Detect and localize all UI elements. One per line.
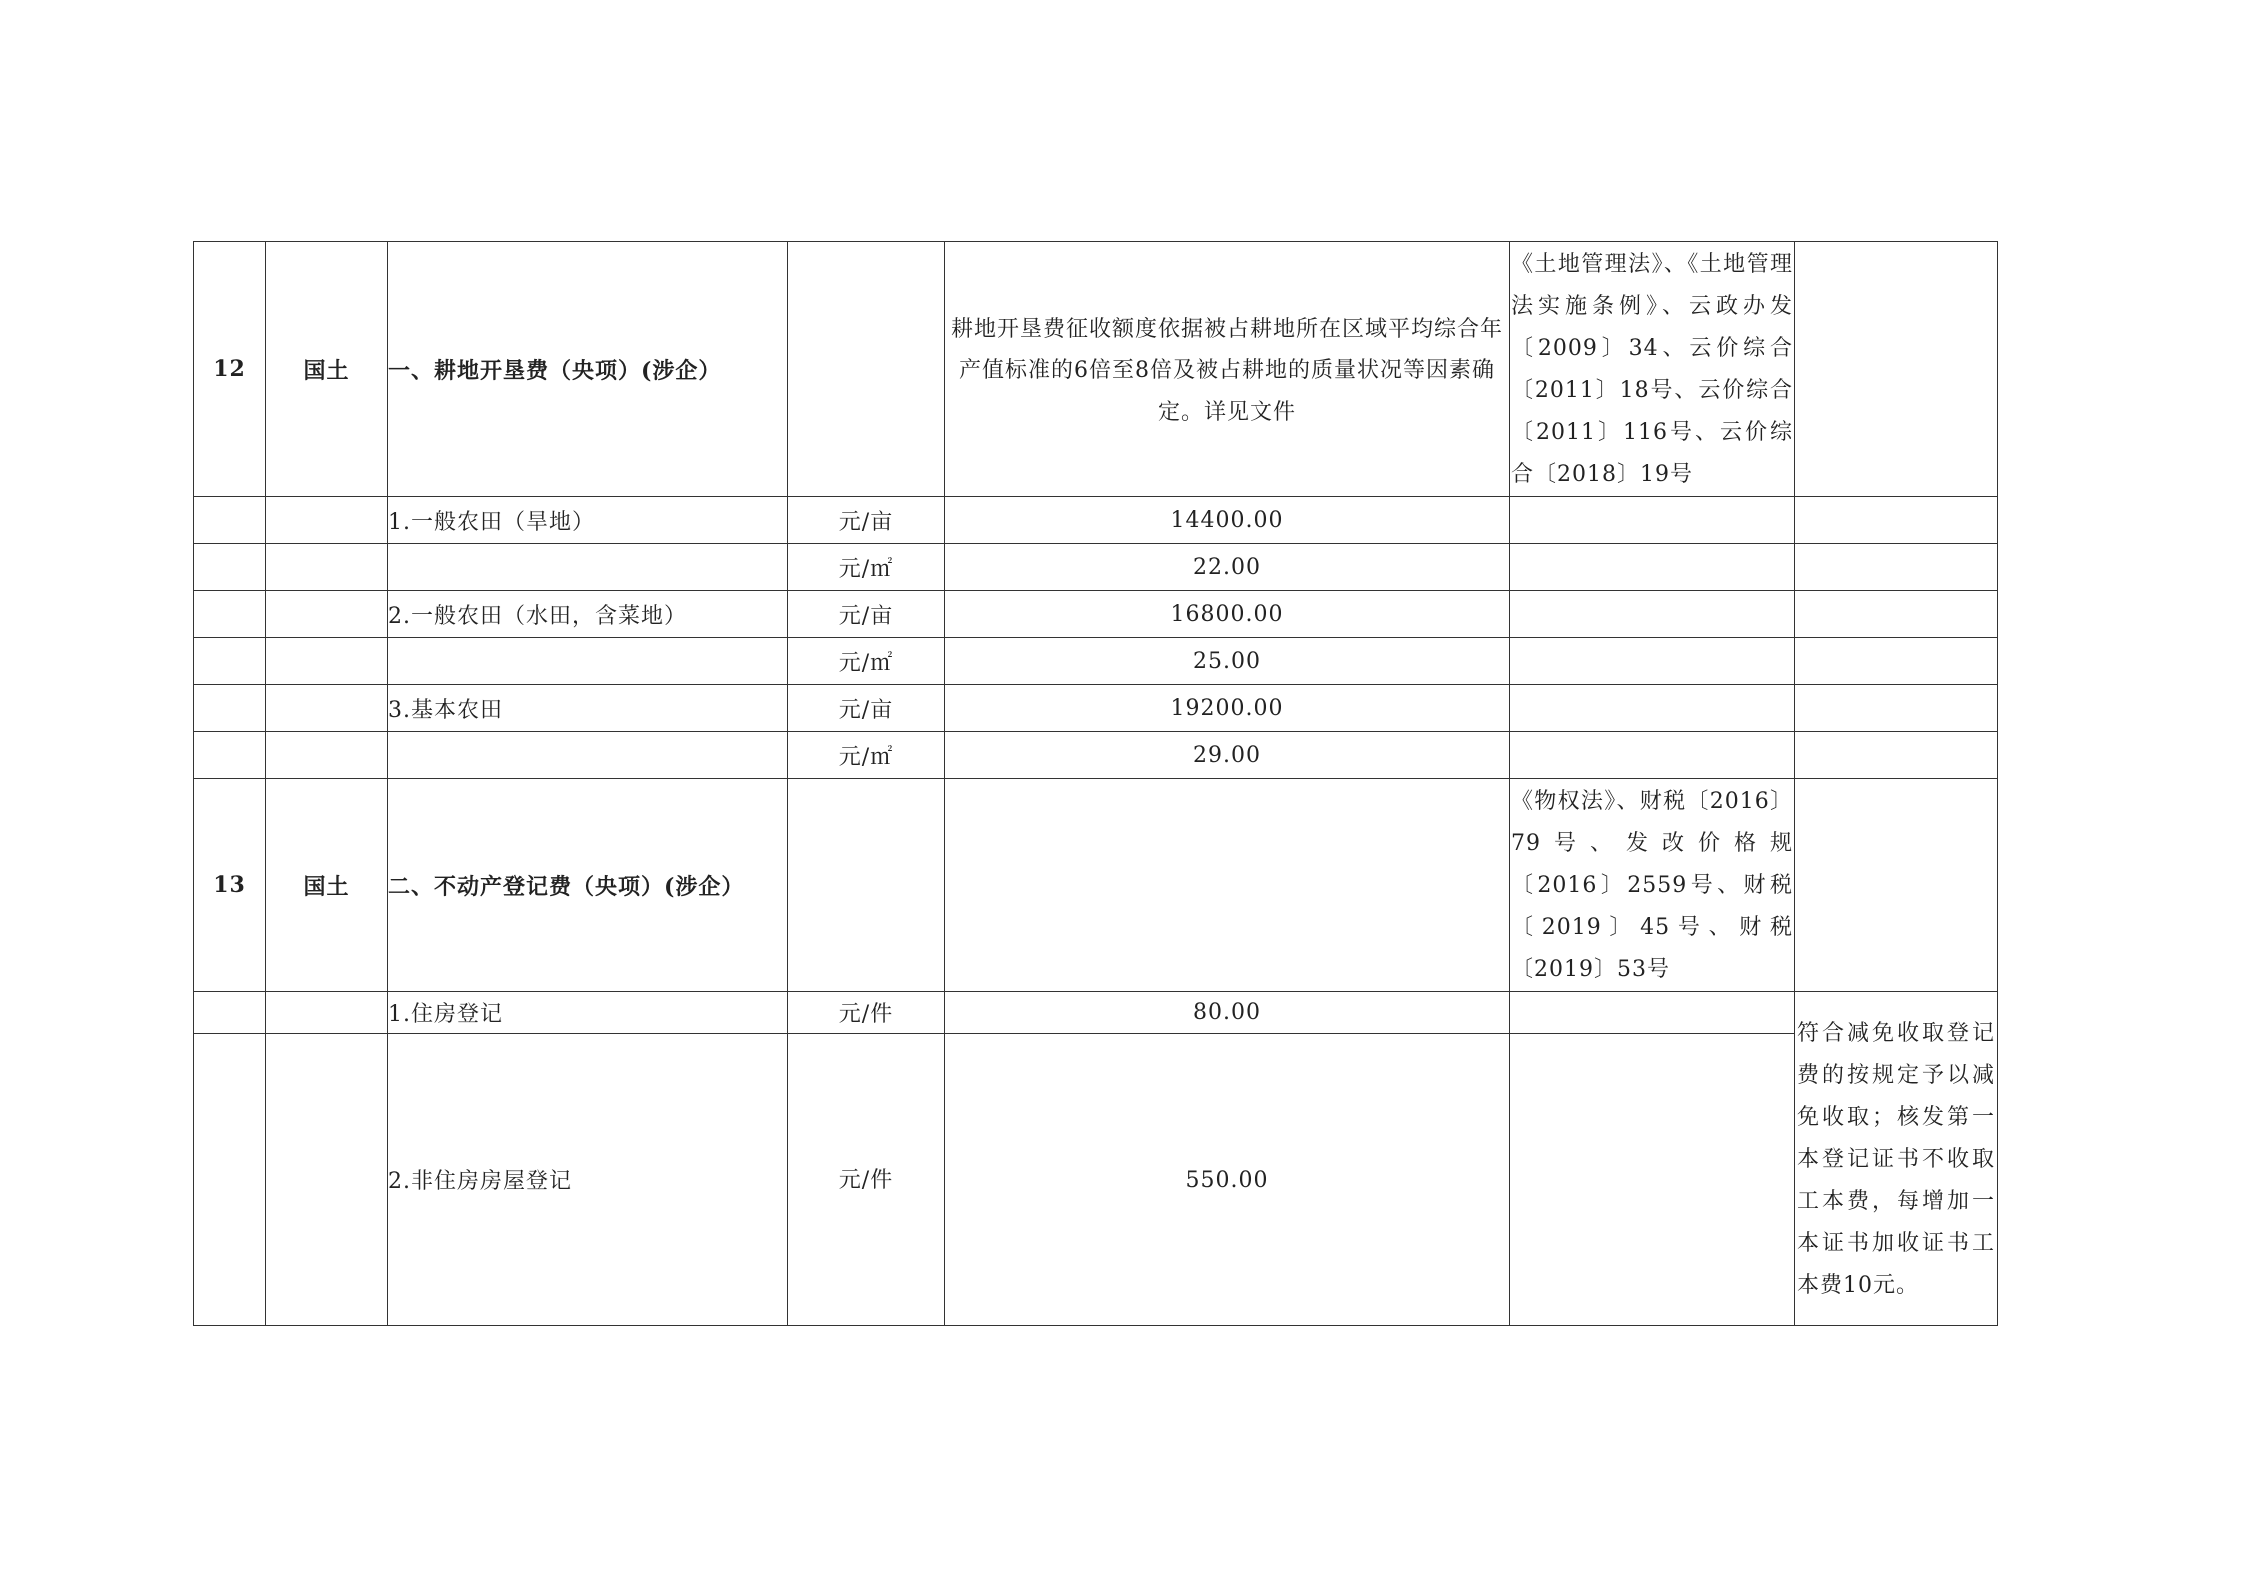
item-name: 2.非住房房屋登记 [388,1034,788,1326]
row-number [194,591,266,638]
standard-value: 22.00 [945,544,1510,591]
remark [1795,992,1998,1326]
item-name: 1.住房登记 [388,992,788,1034]
table-row [194,591,1998,638]
department [266,591,388,638]
policy-basis-text: 《土地管理法》、《土地管理法实施条例》、云政办发〔2009〕34、云价综合〔2011〕18号、云价综合〔2011〕116号、云价综合〔2018〕19号 [1511,252,1793,487]
row-number [194,544,266,591]
department [266,992,388,1034]
row-number [194,992,266,1034]
department [266,544,388,591]
item-name: 一、耕地开垦费（央项）(涉企） [388,242,788,497]
unit: 元/㎡ [788,544,945,591]
item-name [388,544,788,591]
standard-value: 25.00 [945,638,1510,685]
remark [1795,685,1998,732]
standard-description [945,242,1510,497]
policy-basis [1510,242,1795,497]
row-number [194,497,266,544]
department: 国土 [266,779,388,992]
policy-basis-text: 《物权法》、财税〔2016〕79号、发改价格规〔2016〕2559号、财税〔2019〕45号、财税〔2019〕53号 [1511,789,1793,982]
table-row [194,685,1998,732]
unit: 元/亩 [788,685,945,732]
policy-basis [1510,638,1795,685]
remark [1795,591,1998,638]
policy-basis [1510,497,1795,544]
row-number: 12 [194,242,266,497]
department [266,1034,388,1326]
unit: 元/亩 [788,497,945,544]
remark [1795,732,1998,779]
standard-value [945,1034,1510,1326]
standard-value: 80.00 [945,992,1510,1034]
department [266,497,388,544]
policy-basis [1510,1034,1795,1326]
policy-basis [1510,685,1795,732]
remark [1795,544,1998,591]
row-number [194,732,266,779]
item-name [388,638,788,685]
table-row [194,544,1998,591]
table-row [194,779,1998,992]
table-row [194,638,1998,685]
unit: 元/㎡ [788,638,945,685]
row-number [194,1034,266,1326]
remark [1795,779,1998,992]
unit: 元/亩 [788,591,945,638]
item-name [388,732,788,779]
policy-basis [1510,779,1795,992]
unit-text: 元/件 [838,1167,894,1193]
table-row [194,242,1998,497]
remark [1795,638,1998,685]
standard-text: 耕地开垦费征收额度依据被占耕地所在区域平均综合年产值标准的6倍至8倍及被占耕地的质量状况等因素确定。详见文件 [950,316,1503,425]
standard-description [945,779,1510,992]
policy-basis [1510,992,1795,1034]
policy-basis [1510,544,1795,591]
standard-value: 19200.00 [945,685,1510,732]
row-number [194,638,266,685]
unit: 元/㎡ [788,732,945,779]
remark [1795,242,1998,497]
table-row [194,992,1998,1034]
department [266,638,388,685]
policy-basis [1510,591,1795,638]
department [266,685,388,732]
table-row [194,1034,1998,1326]
unit: 元/件 [788,992,945,1034]
policy-basis [1510,732,1795,779]
item-name: 1.一般农田（旱地） [388,497,788,544]
row-number [194,685,266,732]
unit [788,242,945,497]
remark [1795,497,1998,544]
standard-value: 14400.00 [945,497,1510,544]
standard-value: 29.00 [945,732,1510,779]
row-number: 13 [194,779,266,992]
table-row [194,732,1998,779]
item-name: 2.一般农田（水田，含菜地） [388,591,788,638]
standard-value-text: 550.00 [1185,1167,1269,1193]
standard-value: 16800.00 [945,591,1510,638]
item-name: 二、不动产登记费（央项）(涉企） [388,779,788,992]
item-name: 3.基本农田 [388,685,788,732]
fee-table [193,241,1998,1326]
table-row [194,497,1998,544]
department: 国土 [266,242,388,497]
unit [788,1034,945,1326]
unit [788,779,945,992]
department [266,732,388,779]
remark-text: 符合减免收取登记费的按规定予以减免收取；核发第一本登记证书不收取工本费，每增加一本证书加收证书工本费10元。 [1797,1020,1995,1298]
